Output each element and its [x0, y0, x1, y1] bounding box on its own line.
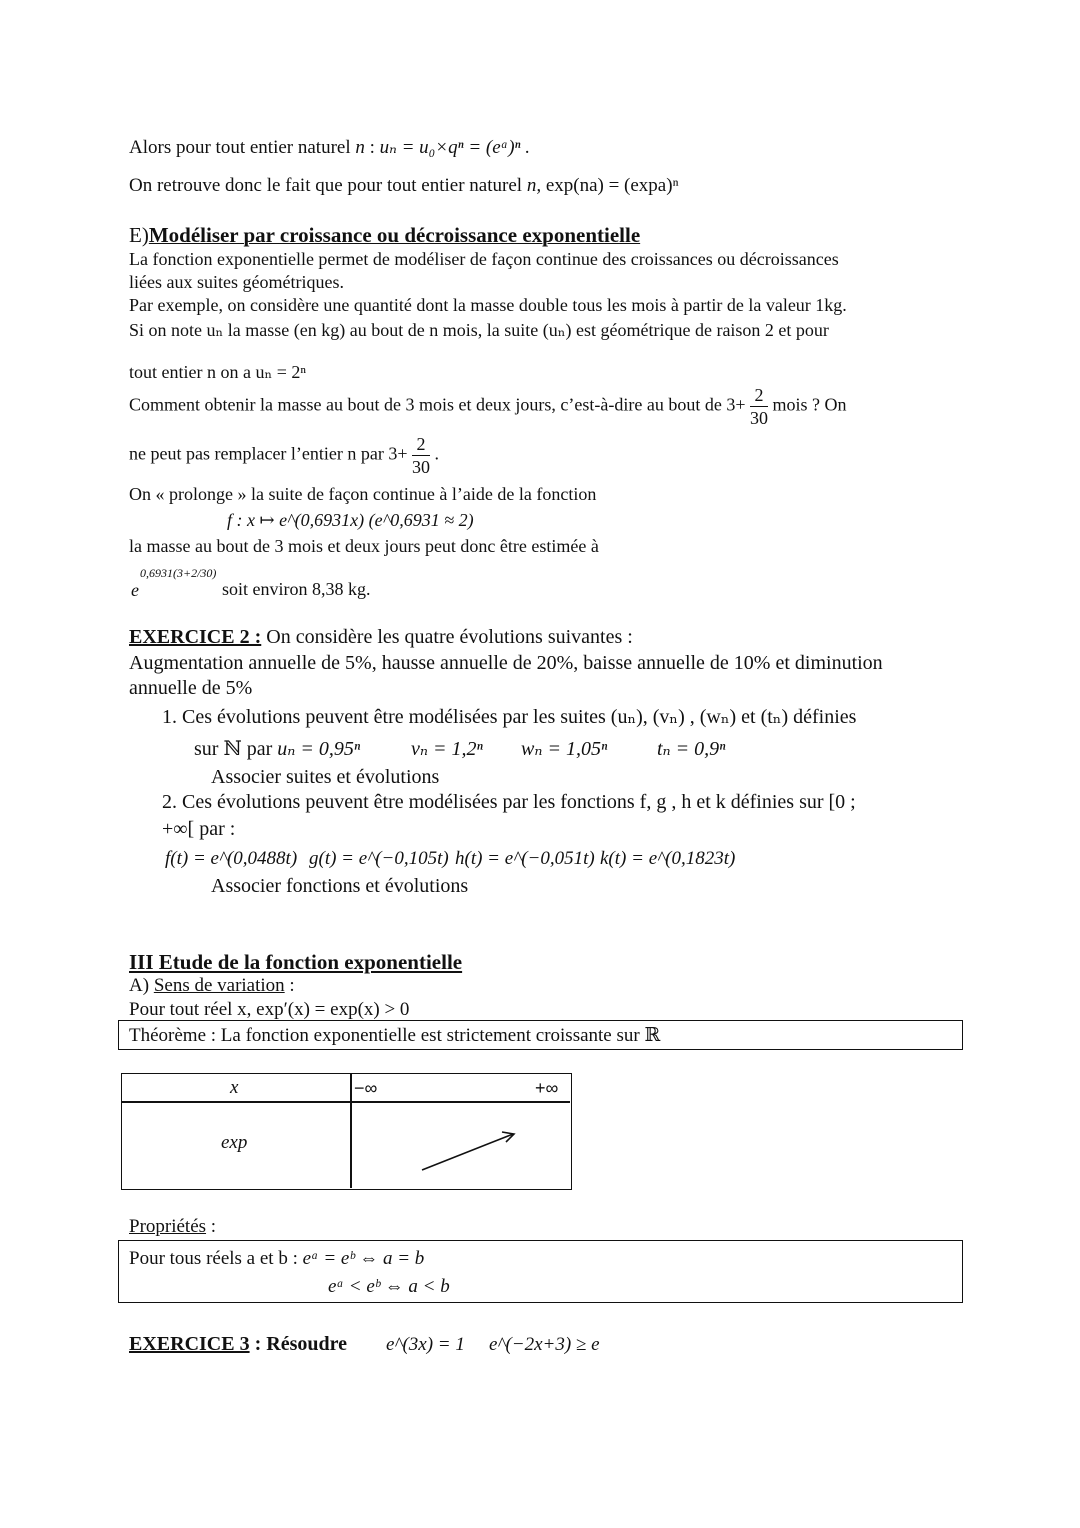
section-e-p8: On « prolonge » la suite de façon continue à l’aide de la fonction [129, 484, 597, 504]
properties-heading: Propriétés : [129, 1216, 217, 1237]
line-un-formula: Alors pour tout entier naturel n : uₙ = u₀×qⁿ = (eᵃ)ⁿ . [129, 137, 531, 158]
fraction-2-30: $\frac{2}{30}$ [750, 385, 768, 428]
exercise2-q2b: +∞[ par : [162, 818, 236, 840]
exercise2-q2-task: Associer fonctions et évolutions [211, 875, 469, 897]
section-e-p7: ne peut pas remplacer l’entier n par 3+ $\frac{2}{30}$ . [129, 434, 440, 477]
section-e-p3: Par exemple, on considère une quantité dont la masse double tous les mois à partir de la valeur 1kg. [129, 295, 847, 315]
exercise2-q1: 1. Ces évolutions peuvent être modélisées par les suites (uₙ), (vₙ) , (wₙ) et (tₙ) définies [162, 706, 857, 728]
section-e-p5: tout entier n on a uₙ = 2ⁿ [129, 362, 307, 382]
function-g: g(t) = e^(−0,105t) [309, 848, 449, 869]
section-e-p4: Si on note uₙ la masse (en kg) au bout de n mois, la suite (uₙ) est géométrique de raison 2 et pour [129, 320, 829, 340]
function-f: f(t) = e^(0,0488t) [165, 848, 298, 869]
section-e-p6: Comment obtenir la masse au bout de 3 mois et deux jours, c’est-à-dire au bout de 3+ $\frac{2}{30}$ mois ? On [129, 385, 847, 428]
exercise3-eq1: e^(3x) = 1 [386, 1334, 465, 1355]
section-iii-sub-a: A) Sens de variation : [129, 975, 295, 996]
increasing-arrow-icon [417, 1126, 527, 1176]
exercise2-l2: annuelle de 5% [129, 677, 253, 699]
exp-na-formula: exp(na) = (expa)ⁿ [545, 175, 679, 196]
exercise3-heading: EXERCICE 3 : Résoudre [129, 1333, 347, 1355]
section-e-p10: la masse au bout de 3 mois et deux jours peut donc être estimée à [129, 536, 599, 556]
fraction-2-30-b: $\frac{2}{30}$ [412, 434, 431, 477]
line-exp-na: On retrouve donc le fait que pour tout entier naturel n, exp(na) = (expa)ⁿ [129, 175, 679, 196]
table-horizontal-divider [122, 1101, 570, 1103]
exponent-estimate: 0,6931(3+2/30) [140, 566, 217, 580]
exercise2-q2: 2. Ces évolutions peuvent être modélisées par les fonctions f, g , h et k définies sur [0 ; [162, 791, 856, 813]
function-f-definition: f : x ↦ e^(0,6931x) (e^0,6931 ≈ 2) [227, 510, 474, 530]
exercise2-l1: Augmentation annuelle de 5%, hausse annuelle de 20%, baisse annuelle de 10% et diminution [129, 652, 883, 674]
section-e-p2: liées aux suites géométriques. [129, 272, 344, 292]
inequality-property: eᵃ < eᵇ ⇔ a < b [328, 1276, 450, 1297]
sequence-t: tₙ = 0,9ⁿ [657, 738, 726, 760]
function-k: k(t) = e^(0,1823t) [600, 848, 736, 869]
table-plus-infinity: +∞ [535, 1078, 559, 1098]
table-minus-infinity: −∞ [354, 1078, 378, 1098]
section-e-p1: La fonction exponentielle permet de modéliser de façon continue des croissances ou décroissances [129, 249, 839, 269]
function-h: h(t) = e^(−0,051t) [455, 848, 595, 869]
theorem-text: Théorème : La fonction exponentielle est strictement croissante sur ℝ [129, 1025, 661, 1046]
un-formula: uₙ = u₀×qⁿ = (eᵃ)ⁿ . [379, 137, 531, 158]
properties-line1: Pour tous réels a et b : eᵃ = eᵇ ⇔ a = b [129, 1248, 425, 1269]
table-header-x: x [230, 1077, 239, 1098]
exercise2-heading: EXERCICE 2 : On considère les quatre évolutions suivantes : [129, 626, 633, 648]
derivative-line: Pour tout réel x, exp′(x) = exp(x) > 0 [129, 999, 410, 1020]
equality-property: eᵃ = eᵇ ⇔ a = b [302, 1248, 425, 1269]
variation-table [121, 1073, 572, 1190]
table-vertical-divider [350, 1074, 352, 1188]
exp-base-e: e [131, 580, 139, 600]
section-e-heading: E)Modéliser par croissance ou décroissance exponentielle [129, 223, 641, 247]
theorem-box [118, 1020, 963, 1050]
exercise2-q1-task: Associer suites et évolutions [211, 766, 440, 788]
properties-box [118, 1240, 963, 1303]
exercise3-eq2: e^(−2x+3) ≥ e [489, 1334, 600, 1355]
exercise2-q1-sequences: sur ℕ par uₙ = 0,95ⁿ [194, 738, 361, 760]
sequence-v: vₙ = 1,2ⁿ [411, 738, 483, 760]
sequence-u: uₙ = 0,95ⁿ [277, 738, 361, 760]
sequence-w: wₙ = 1,05ⁿ [521, 738, 608, 760]
section-iii-title: III Etude de la fonction exponentielle [129, 950, 463, 974]
section-e-p11: soit environ 8,38 kg. [222, 579, 371, 599]
table-row-label-exp: exp [221, 1132, 248, 1153]
